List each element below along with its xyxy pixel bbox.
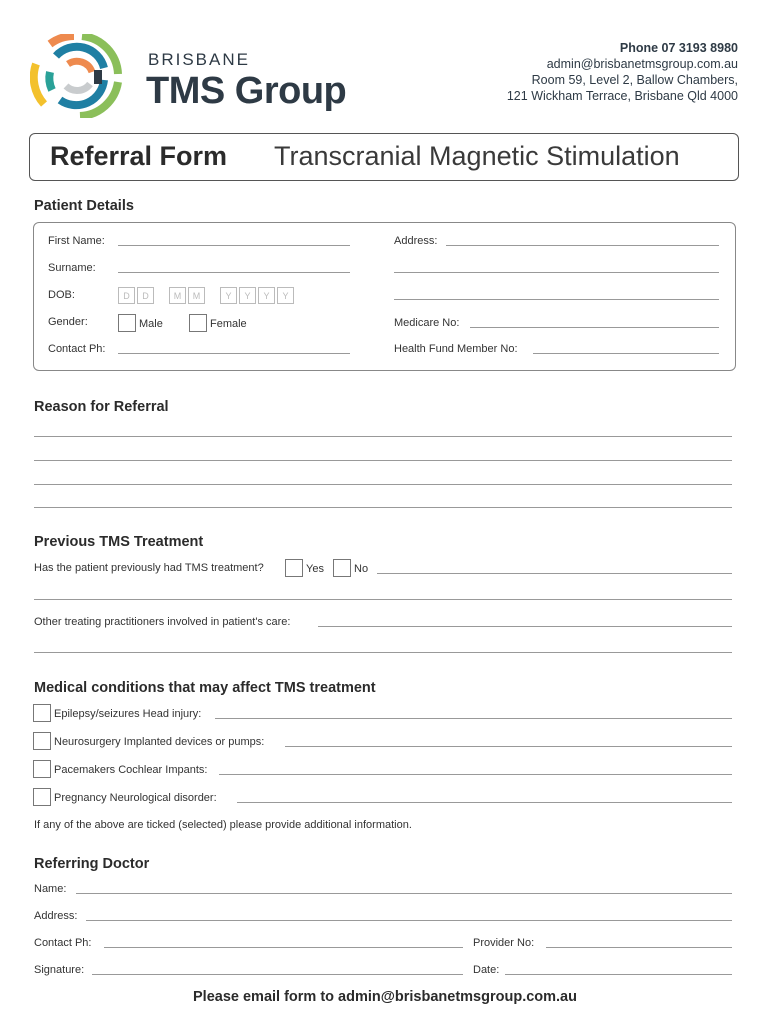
medical-label-2: Neurosurgery Implanted devices or pumps: bbox=[54, 736, 265, 748]
patient-address-field-1[interactable] bbox=[446, 245, 719, 246]
medical-checkbox-3[interactable] bbox=[33, 760, 51, 778]
first-name-field[interactable] bbox=[118, 245, 350, 246]
other-practitioners-line-2[interactable] bbox=[34, 652, 732, 653]
previous-no-checkbox[interactable] bbox=[333, 559, 351, 577]
previous-yes-label: Yes bbox=[306, 563, 324, 575]
medical-field-2[interactable] bbox=[285, 746, 732, 747]
gender-male-label: Male bbox=[139, 318, 163, 330]
medical-label-4: Pregnancy Neurological disorder: bbox=[54, 792, 217, 804]
previous-question-label: Has the patient previously had TMS treatment? bbox=[34, 562, 264, 574]
medical-note: If any of the above are ticked (selected) please provide additional information. bbox=[34, 819, 412, 831]
doctor-heading: Referring Doctor bbox=[34, 856, 150, 872]
brand-big-text: TMS Group bbox=[146, 70, 347, 112]
title-box bbox=[29, 133, 739, 181]
gender-male-checkbox[interactable] bbox=[118, 314, 136, 332]
medical-label-3: Pacemakers Cochlear Impants: bbox=[54, 764, 208, 776]
previous-detail-line-1[interactable] bbox=[377, 573, 732, 574]
date-field[interactable] bbox=[505, 974, 732, 975]
medicare-field[interactable] bbox=[470, 327, 719, 328]
gender-label: Gender: bbox=[48, 316, 88, 328]
first-name-label: First Name: bbox=[48, 235, 105, 247]
previous-detail-line-2[interactable] bbox=[34, 599, 732, 600]
health-fund-field[interactable] bbox=[533, 353, 719, 354]
reason-line-3[interactable] bbox=[34, 484, 732, 485]
patient-contact-label: Contact Ph: bbox=[48, 343, 106, 355]
signature-field[interactable] bbox=[92, 974, 463, 975]
doctor-name-field[interactable] bbox=[76, 893, 732, 894]
address-line1: Room 59, Level 2, Ballow Chambers, bbox=[531, 73, 738, 87]
date-label: Date: bbox=[473, 964, 500, 976]
brand-small-text: BRISBANE bbox=[148, 50, 250, 69]
patient-address-label: Address: bbox=[394, 235, 438, 247]
medicare-label: Medicare No: bbox=[394, 317, 460, 329]
provider-field[interactable] bbox=[546, 947, 732, 948]
doctor-name-label: Name: bbox=[34, 883, 67, 895]
doctor-contact-label: Contact Ph: bbox=[34, 937, 92, 949]
medical-field-4[interactable] bbox=[237, 802, 732, 803]
dob-day-1[interactable]: D bbox=[118, 287, 135, 304]
previous-yes-checkbox[interactable] bbox=[285, 559, 303, 577]
medical-checkbox-2[interactable] bbox=[33, 732, 51, 750]
signature-label: Signature: bbox=[34, 964, 85, 976]
dob-year-3[interactable]: Y bbox=[258, 287, 275, 304]
gender-female-checkbox[interactable] bbox=[189, 314, 207, 332]
other-practitioners-line-1[interactable] bbox=[318, 626, 732, 627]
form-title: Referral Form bbox=[50, 141, 228, 171]
patient-address-field-3[interactable] bbox=[394, 299, 719, 300]
medical-heading: Medical conditions that may affect TMS treatment bbox=[34, 680, 376, 696]
dob-month-2[interactable]: M bbox=[188, 287, 205, 304]
dob-year-2[interactable]: Y bbox=[239, 287, 256, 304]
provider-label: Provider No: bbox=[473, 937, 535, 949]
dob-label: DOB: bbox=[48, 289, 75, 301]
dob-year-4[interactable]: Y bbox=[277, 287, 294, 304]
phone-text: Phone 07 3193 8980 bbox=[619, 41, 738, 55]
health-fund-label: Health Fund Member No: bbox=[394, 343, 518, 355]
medical-field-3[interactable] bbox=[219, 774, 732, 775]
form-subtitle: Transcranial Magnetic Stimulation bbox=[274, 141, 680, 171]
gender-female-label: Female bbox=[210, 318, 247, 330]
reason-line-2[interactable] bbox=[34, 460, 732, 461]
email-text[interactable]: admin@brisbanetmsgroup.com.au bbox=[546, 57, 738, 71]
patient-address-field-2[interactable] bbox=[394, 272, 719, 273]
contact-block bbox=[507, 40, 738, 104]
medical-label-1: Epilepsy/seizures Head injury: bbox=[54, 708, 202, 720]
patient-contact-field[interactable] bbox=[118, 353, 350, 354]
patient-details-heading: Patient Details bbox=[34, 198, 134, 214]
medical-field-1[interactable] bbox=[215, 718, 732, 719]
dob-day-2[interactable]: D bbox=[137, 287, 154, 304]
previous-tms-heading: Previous TMS Treatment bbox=[34, 534, 204, 550]
dob-month-1[interactable]: M bbox=[169, 287, 186, 304]
surname-field[interactable] bbox=[118, 272, 350, 273]
footer-email-instruction: Please email form to admin@brisbanetmsgroup.com.au bbox=[193, 989, 577, 1005]
dob-year-1[interactable]: Y bbox=[220, 287, 237, 304]
other-practitioners-label: Other treating practitioners involved in patient's care: bbox=[34, 616, 291, 628]
medical-checkbox-1[interactable] bbox=[33, 704, 51, 722]
doctor-address-label: Address: bbox=[34, 910, 78, 922]
reason-heading: Reason for Referral bbox=[34, 399, 169, 415]
doctor-address-field[interactable] bbox=[86, 920, 732, 921]
brisbane-tms-logo-icon bbox=[30, 34, 126, 118]
address-line2: 121 Wickham Terrace, Brisbane Qld 4000 bbox=[506, 89, 738, 103]
reason-line-4[interactable] bbox=[34, 507, 732, 508]
previous-no-label: No bbox=[354, 563, 369, 575]
reason-line-1[interactable] bbox=[34, 436, 732, 437]
medical-checkbox-4[interactable] bbox=[33, 788, 51, 806]
surname-label: Surname: bbox=[48, 262, 96, 274]
doctor-contact-field[interactable] bbox=[104, 947, 463, 948]
